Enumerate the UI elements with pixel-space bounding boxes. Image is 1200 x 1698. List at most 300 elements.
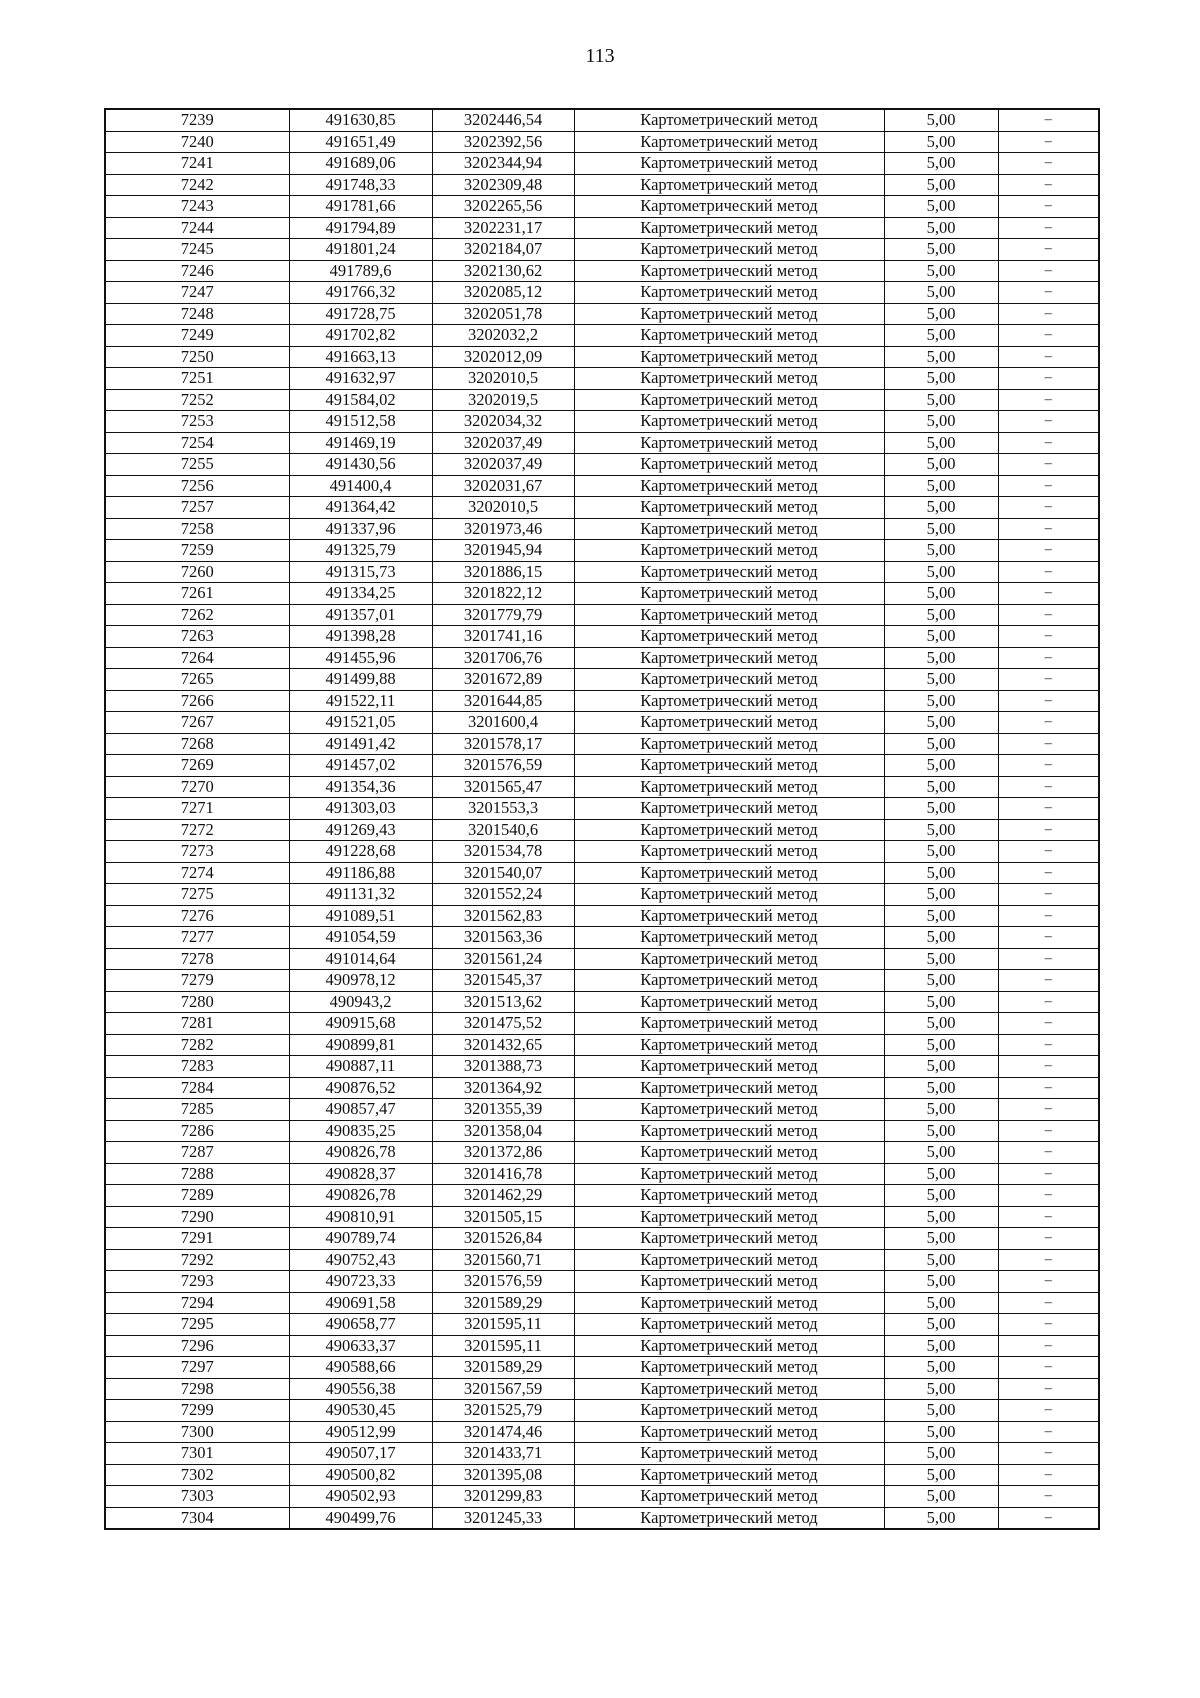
method-cell: Картометрический метод <box>574 368 884 390</box>
table-row <box>105 196 1099 218</box>
y-coordinate-cell: 3201364,92 <box>432 1077 574 1099</box>
x-coordinate-cell: 490876,52 <box>289 1077 432 1099</box>
accuracy-cell: 5,00 <box>884 303 998 325</box>
y-coordinate-cell: 3202085,12 <box>432 282 574 304</box>
y-coordinate-cell: 3201576,59 <box>432 755 574 777</box>
method-cell: Картометрический метод <box>574 239 884 261</box>
x-coordinate-cell: 491364,42 <box>289 497 432 519</box>
accuracy-cell: 5,00 <box>884 1228 998 1250</box>
point-number-cell: 7263 <box>105 626 289 648</box>
accuracy-cell: 5,00 <box>884 647 998 669</box>
description-cell: – <box>998 260 1099 282</box>
description-cell: – <box>998 647 1099 669</box>
method-cell: Картометрический метод <box>574 1400 884 1422</box>
y-coordinate-cell: 3201741,16 <box>432 626 574 648</box>
method-cell: Картометрический метод <box>574 454 884 476</box>
table-row <box>105 1013 1099 1035</box>
table-row <box>105 1400 1099 1422</box>
description-cell: – <box>998 325 1099 347</box>
point-number-cell: 7262 <box>105 604 289 626</box>
x-coordinate-cell: 491400,4 <box>289 475 432 497</box>
x-coordinate-cell: 491499,88 <box>289 669 432 691</box>
description-cell: – <box>998 583 1099 605</box>
table-row <box>105 432 1099 454</box>
y-coordinate-cell: 3202037,49 <box>432 432 574 454</box>
x-coordinate-cell: 491457,02 <box>289 755 432 777</box>
x-coordinate-cell: 491512,58 <box>289 411 432 433</box>
description-cell: – <box>998 432 1099 454</box>
description-cell: – <box>998 1271 1099 1293</box>
accuracy-cell: 5,00 <box>884 841 998 863</box>
y-coordinate-cell: 3201561,24 <box>432 948 574 970</box>
accuracy-cell: 5,00 <box>884 325 998 347</box>
x-coordinate-cell: 490502,93 <box>289 1486 432 1508</box>
accuracy-cell: 5,00 <box>884 239 998 261</box>
description-cell: – <box>998 819 1099 841</box>
x-coordinate-cell: 490507,17 <box>289 1443 432 1465</box>
x-coordinate-cell: 491334,25 <box>289 583 432 605</box>
description-cell: – <box>998 1120 1099 1142</box>
description-cell: – <box>998 970 1099 992</box>
accuracy-cell: 5,00 <box>884 1185 998 1207</box>
method-cell: Картометрический метод <box>574 1120 884 1142</box>
description-cell: – <box>998 109 1099 131</box>
point-number-cell: 7275 <box>105 884 289 906</box>
accuracy-cell: 5,00 <box>884 153 998 175</box>
point-number-cell: 7279 <box>105 970 289 992</box>
table-row <box>105 733 1099 755</box>
accuracy-cell: 5,00 <box>884 1249 998 1271</box>
description-cell: – <box>998 1292 1099 1314</box>
point-number-cell: 7300 <box>105 1421 289 1443</box>
y-coordinate-cell: 3201395,08 <box>432 1464 574 1486</box>
table-row <box>105 1185 1099 1207</box>
description-cell: – <box>998 475 1099 497</box>
description-cell: – <box>998 217 1099 239</box>
x-coordinate-cell: 491186,88 <box>289 862 432 884</box>
y-coordinate-cell: 3201560,71 <box>432 1249 574 1271</box>
accuracy-cell: 5,00 <box>884 346 998 368</box>
accuracy-cell: 5,00 <box>884 626 998 648</box>
y-coordinate-cell: 3201644,85 <box>432 690 574 712</box>
table-row <box>105 1486 1099 1508</box>
description-cell: – <box>998 497 1099 519</box>
method-cell: Картометрический метод <box>574 1099 884 1121</box>
description-cell: – <box>998 1421 1099 1443</box>
method-cell: Картометрический метод <box>574 776 884 798</box>
point-number-cell: 7243 <box>105 196 289 218</box>
table-row <box>105 583 1099 605</box>
y-coordinate-cell: 3202051,78 <box>432 303 574 325</box>
table-row <box>105 1077 1099 1099</box>
x-coordinate-cell: 490499,76 <box>289 1507 432 1529</box>
y-coordinate-cell: 3201563,36 <box>432 927 574 949</box>
point-number-cell: 7288 <box>105 1163 289 1185</box>
y-coordinate-cell: 3201779,79 <box>432 604 574 626</box>
method-cell: Картометрический метод <box>574 325 884 347</box>
accuracy-cell: 5,00 <box>884 1120 998 1142</box>
method-cell: Картометрический метод <box>574 647 884 669</box>
y-coordinate-cell: 3201565,47 <box>432 776 574 798</box>
method-cell: Картометрический метод <box>574 497 884 519</box>
accuracy-cell: 5,00 <box>884 475 998 497</box>
point-number-cell: 7284 <box>105 1077 289 1099</box>
method-cell: Картометрический метод <box>574 540 884 562</box>
table-row <box>105 626 1099 648</box>
description-cell: – <box>998 389 1099 411</box>
x-coordinate-cell: 491269,43 <box>289 819 432 841</box>
coordinates-table <box>104 108 1100 1530</box>
description-cell: – <box>998 1335 1099 1357</box>
accuracy-cell: 5,00 <box>884 217 998 239</box>
description-cell: – <box>998 282 1099 304</box>
accuracy-cell: 5,00 <box>884 1443 998 1465</box>
table-row <box>105 109 1099 131</box>
table-row <box>105 1206 1099 1228</box>
point-number-cell: 7244 <box>105 217 289 239</box>
accuracy-cell: 5,00 <box>884 1486 998 1508</box>
method-cell: Картометрический метод <box>574 819 884 841</box>
point-number-cell: 7250 <box>105 346 289 368</box>
method-cell: Картометрический метод <box>574 690 884 712</box>
y-coordinate-cell: 3201432,65 <box>432 1034 574 1056</box>
accuracy-cell: 5,00 <box>884 411 998 433</box>
accuracy-cell: 5,00 <box>884 1056 998 1078</box>
accuracy-cell: 5,00 <box>884 432 998 454</box>
method-cell: Картометрический метод <box>574 755 884 777</box>
table-row <box>105 368 1099 390</box>
table-row <box>105 970 1099 992</box>
point-number-cell: 7281 <box>105 1013 289 1035</box>
x-coordinate-cell: 490556,38 <box>289 1378 432 1400</box>
x-coordinate-cell: 491337,96 <box>289 518 432 540</box>
point-number-cell: 7304 <box>105 1507 289 1529</box>
method-cell: Картометрический метод <box>574 841 884 863</box>
description-cell: – <box>998 884 1099 906</box>
table-row <box>105 540 1099 562</box>
accuracy-cell: 5,00 <box>884 1400 998 1422</box>
accuracy-cell: 5,00 <box>884 970 998 992</box>
y-coordinate-cell: 3201474,46 <box>432 1421 574 1443</box>
y-coordinate-cell: 3201526,84 <box>432 1228 574 1250</box>
y-coordinate-cell: 3201973,46 <box>432 518 574 540</box>
point-number-cell: 7287 <box>105 1142 289 1164</box>
accuracy-cell: 5,00 <box>884 454 998 476</box>
method-cell: Картометрический метод <box>574 991 884 1013</box>
method-cell: Картометрический метод <box>574 1142 884 1164</box>
point-number-cell: 7285 <box>105 1099 289 1121</box>
method-cell: Картометрический метод <box>574 1271 884 1293</box>
accuracy-cell: 5,00 <box>884 819 998 841</box>
description-cell: – <box>998 604 1099 626</box>
method-cell: Картометрический метод <box>574 1185 884 1207</box>
y-coordinate-cell: 3201540,07 <box>432 862 574 884</box>
table-row <box>105 776 1099 798</box>
point-number-cell: 7292 <box>105 1249 289 1271</box>
point-number-cell: 7249 <box>105 325 289 347</box>
y-coordinate-cell: 3201388,73 <box>432 1056 574 1078</box>
x-coordinate-cell: 491469,19 <box>289 432 432 454</box>
x-coordinate-cell: 491521,05 <box>289 712 432 734</box>
description-cell: – <box>998 1228 1099 1250</box>
point-number-cell: 7267 <box>105 712 289 734</box>
table-row <box>105 841 1099 863</box>
y-coordinate-cell: 3201600,4 <box>432 712 574 734</box>
description-cell: – <box>998 540 1099 562</box>
x-coordinate-cell: 491584,02 <box>289 389 432 411</box>
x-coordinate-cell: 491632,97 <box>289 368 432 390</box>
accuracy-cell: 5,00 <box>884 1271 998 1293</box>
method-cell: Картометрический метод <box>574 196 884 218</box>
table-row <box>105 905 1099 927</box>
accuracy-cell: 5,00 <box>884 260 998 282</box>
x-coordinate-cell: 490835,25 <box>289 1120 432 1142</box>
point-number-cell: 7248 <box>105 303 289 325</box>
x-coordinate-cell: 490828,37 <box>289 1163 432 1185</box>
y-coordinate-cell: 3201562,83 <box>432 905 574 927</box>
y-coordinate-cell: 3201355,39 <box>432 1099 574 1121</box>
point-number-cell: 7280 <box>105 991 289 1013</box>
accuracy-cell: 5,00 <box>884 561 998 583</box>
method-cell: Картометрический метод <box>574 153 884 175</box>
x-coordinate-cell: 491801,24 <box>289 239 432 261</box>
method-cell: Картометрический метод <box>574 1507 884 1529</box>
x-coordinate-cell: 491315,73 <box>289 561 432 583</box>
table-row <box>105 819 1099 841</box>
x-coordinate-cell: 491131,32 <box>289 884 432 906</box>
point-number-cell: 7296 <box>105 1335 289 1357</box>
accuracy-cell: 5,00 <box>884 497 998 519</box>
description-cell: – <box>998 561 1099 583</box>
description-cell: – <box>998 131 1099 153</box>
table-row <box>105 153 1099 175</box>
point-number-cell: 7265 <box>105 669 289 691</box>
y-coordinate-cell: 3201462,29 <box>432 1185 574 1207</box>
accuracy-cell: 5,00 <box>884 733 998 755</box>
y-coordinate-cell: 3201706,76 <box>432 647 574 669</box>
point-number-cell: 7245 <box>105 239 289 261</box>
point-number-cell: 7297 <box>105 1357 289 1379</box>
x-coordinate-cell: 491522,11 <box>289 690 432 712</box>
point-number-cell: 7282 <box>105 1034 289 1056</box>
table-row <box>105 1163 1099 1185</box>
x-coordinate-cell: 490530,45 <box>289 1400 432 1422</box>
method-cell: Картометрический метод <box>574 1314 884 1336</box>
y-coordinate-cell: 3201886,15 <box>432 561 574 583</box>
accuracy-cell: 5,00 <box>884 927 998 949</box>
accuracy-cell: 5,00 <box>884 1077 998 1099</box>
y-coordinate-cell: 3202019,5 <box>432 389 574 411</box>
point-number-cell: 7295 <box>105 1314 289 1336</box>
point-number-cell: 7273 <box>105 841 289 863</box>
method-cell: Картометрический метод <box>574 174 884 196</box>
x-coordinate-cell: 490500,82 <box>289 1464 432 1486</box>
x-coordinate-cell: 491398,28 <box>289 626 432 648</box>
method-cell: Картометрический метод <box>574 1357 884 1379</box>
description-cell: – <box>998 1486 1099 1508</box>
y-coordinate-cell: 3202037,49 <box>432 454 574 476</box>
x-coordinate-cell: 491630,85 <box>289 109 432 131</box>
table-row <box>105 690 1099 712</box>
method-cell: Картометрический метод <box>574 669 884 691</box>
x-coordinate-cell: 491089,51 <box>289 905 432 927</box>
point-number-cell: 7242 <box>105 174 289 196</box>
description-cell: – <box>998 776 1099 798</box>
method-cell: Картометрический метод <box>574 1464 884 1486</box>
method-cell: Картометрический метод <box>574 1206 884 1228</box>
y-coordinate-cell: 3201299,83 <box>432 1486 574 1508</box>
table-row <box>105 1421 1099 1443</box>
accuracy-cell: 5,00 <box>884 368 998 390</box>
y-coordinate-cell: 3201589,29 <box>432 1357 574 1379</box>
point-number-cell: 7294 <box>105 1292 289 1314</box>
description-cell: – <box>998 1206 1099 1228</box>
table-row <box>105 1507 1099 1529</box>
table-row <box>105 1271 1099 1293</box>
y-coordinate-cell: 3201595,11 <box>432 1314 574 1336</box>
accuracy-cell: 5,00 <box>884 712 998 734</box>
point-number-cell: 7252 <box>105 389 289 411</box>
y-coordinate-cell: 3201822,12 <box>432 583 574 605</box>
x-coordinate-cell: 491303,03 <box>289 798 432 820</box>
accuracy-cell: 5,00 <box>884 1034 998 1056</box>
method-cell: Картометрический метод <box>574 626 884 648</box>
table-row <box>105 1228 1099 1250</box>
accuracy-cell: 5,00 <box>884 755 998 777</box>
description-cell: – <box>998 1249 1099 1271</box>
accuracy-cell: 5,00 <box>884 1507 998 1529</box>
point-number-cell: 7302 <box>105 1464 289 1486</box>
description-cell: – <box>998 798 1099 820</box>
description-cell: – <box>998 669 1099 691</box>
y-coordinate-cell: 3202130,62 <box>432 260 574 282</box>
x-coordinate-cell: 490826,78 <box>289 1142 432 1164</box>
table-row <box>105 1249 1099 1271</box>
table-row <box>105 755 1099 777</box>
accuracy-cell: 5,00 <box>884 991 998 1013</box>
y-coordinate-cell: 3202184,07 <box>432 239 574 261</box>
accuracy-cell: 5,00 <box>884 1357 998 1379</box>
point-number-cell: 7240 <box>105 131 289 153</box>
y-coordinate-cell: 3202010,5 <box>432 368 574 390</box>
description-cell: – <box>998 690 1099 712</box>
method-cell: Картометрический метод <box>574 432 884 454</box>
method-cell: Картометрический метод <box>574 217 884 239</box>
point-number-cell: 7239 <box>105 109 289 131</box>
description-cell: – <box>998 1056 1099 1078</box>
method-cell: Картометрический метод <box>574 1249 884 1271</box>
table-row <box>105 1464 1099 1486</box>
point-number-cell: 7277 <box>105 927 289 949</box>
y-coordinate-cell: 3202265,56 <box>432 196 574 218</box>
point-number-cell: 7257 <box>105 497 289 519</box>
y-coordinate-cell: 3202446,54 <box>432 109 574 131</box>
accuracy-cell: 5,00 <box>884 884 998 906</box>
accuracy-cell: 5,00 <box>884 1206 998 1228</box>
x-coordinate-cell: 490723,33 <box>289 1271 432 1293</box>
point-number-cell: 7299 <box>105 1400 289 1422</box>
table-row <box>105 1357 1099 1379</box>
y-coordinate-cell: 3201416,78 <box>432 1163 574 1185</box>
point-number-cell: 7290 <box>105 1206 289 1228</box>
y-coordinate-cell: 3201552,24 <box>432 884 574 906</box>
y-coordinate-cell: 3202392,56 <box>432 131 574 153</box>
method-cell: Картометрический метод <box>574 1378 884 1400</box>
table-row <box>105 518 1099 540</box>
description-cell: – <box>998 346 1099 368</box>
description-cell: – <box>998 1034 1099 1056</box>
description-cell: – <box>998 1013 1099 1035</box>
method-cell: Картометрический метод <box>574 1292 884 1314</box>
description-cell: – <box>998 841 1099 863</box>
method-cell: Картометрический метод <box>574 475 884 497</box>
method-cell: Картометрический метод <box>574 905 884 927</box>
method-cell: Картометрический метод <box>574 1443 884 1465</box>
x-coordinate-cell: 490899,81 <box>289 1034 432 1056</box>
point-number-cell: 7278 <box>105 948 289 970</box>
point-number-cell: 7254 <box>105 432 289 454</box>
method-cell: Картометрический метод <box>574 1056 884 1078</box>
table-row <box>105 604 1099 626</box>
table-row <box>105 884 1099 906</box>
accuracy-cell: 5,00 <box>884 798 998 820</box>
x-coordinate-cell: 490588,66 <box>289 1357 432 1379</box>
point-number-cell: 7298 <box>105 1378 289 1400</box>
y-coordinate-cell: 3201545,37 <box>432 970 574 992</box>
table-row <box>105 948 1099 970</box>
accuracy-cell: 5,00 <box>884 690 998 712</box>
point-number-cell: 7289 <box>105 1185 289 1207</box>
accuracy-cell: 5,00 <box>884 862 998 884</box>
point-number-cell: 7246 <box>105 260 289 282</box>
y-coordinate-cell: 3201576,59 <box>432 1271 574 1293</box>
accuracy-cell: 5,00 <box>884 1335 998 1357</box>
table-row <box>105 1056 1099 1078</box>
description-cell: – <box>998 196 1099 218</box>
x-coordinate-cell: 490943,2 <box>289 991 432 1013</box>
x-coordinate-cell: 490658,77 <box>289 1314 432 1336</box>
x-coordinate-cell: 491491,42 <box>289 733 432 755</box>
point-number-cell: 7274 <box>105 862 289 884</box>
method-cell: Картометрический метод <box>574 1163 884 1185</box>
y-coordinate-cell: 3201433,71 <box>432 1443 574 1465</box>
accuracy-cell: 5,00 <box>884 604 998 626</box>
point-number-cell: 7301 <box>105 1443 289 1465</box>
method-cell: Картометрический метод <box>574 1013 884 1035</box>
table-row <box>105 1378 1099 1400</box>
x-coordinate-cell: 490691,58 <box>289 1292 432 1314</box>
description-cell: – <box>998 303 1099 325</box>
method-cell: Картометрический метод <box>574 260 884 282</box>
table-row <box>105 1443 1099 1465</box>
description-cell: – <box>998 1443 1099 1465</box>
method-cell: Картометрический метод <box>574 604 884 626</box>
accuracy-cell: 5,00 <box>884 540 998 562</box>
description-cell: – <box>998 1163 1099 1185</box>
accuracy-cell: 5,00 <box>884 1421 998 1443</box>
method-cell: Картометрический метод <box>574 1486 884 1508</box>
table-row <box>105 217 1099 239</box>
point-number-cell: 7247 <box>105 282 289 304</box>
table-row <box>105 1335 1099 1357</box>
point-number-cell: 7259 <box>105 540 289 562</box>
method-cell: Картометрический метод <box>574 411 884 433</box>
table-row <box>105 669 1099 691</box>
table-row <box>105 346 1099 368</box>
x-coordinate-cell: 490978,12 <box>289 970 432 992</box>
point-number-cell: 7266 <box>105 690 289 712</box>
y-coordinate-cell: 3201595,11 <box>432 1335 574 1357</box>
